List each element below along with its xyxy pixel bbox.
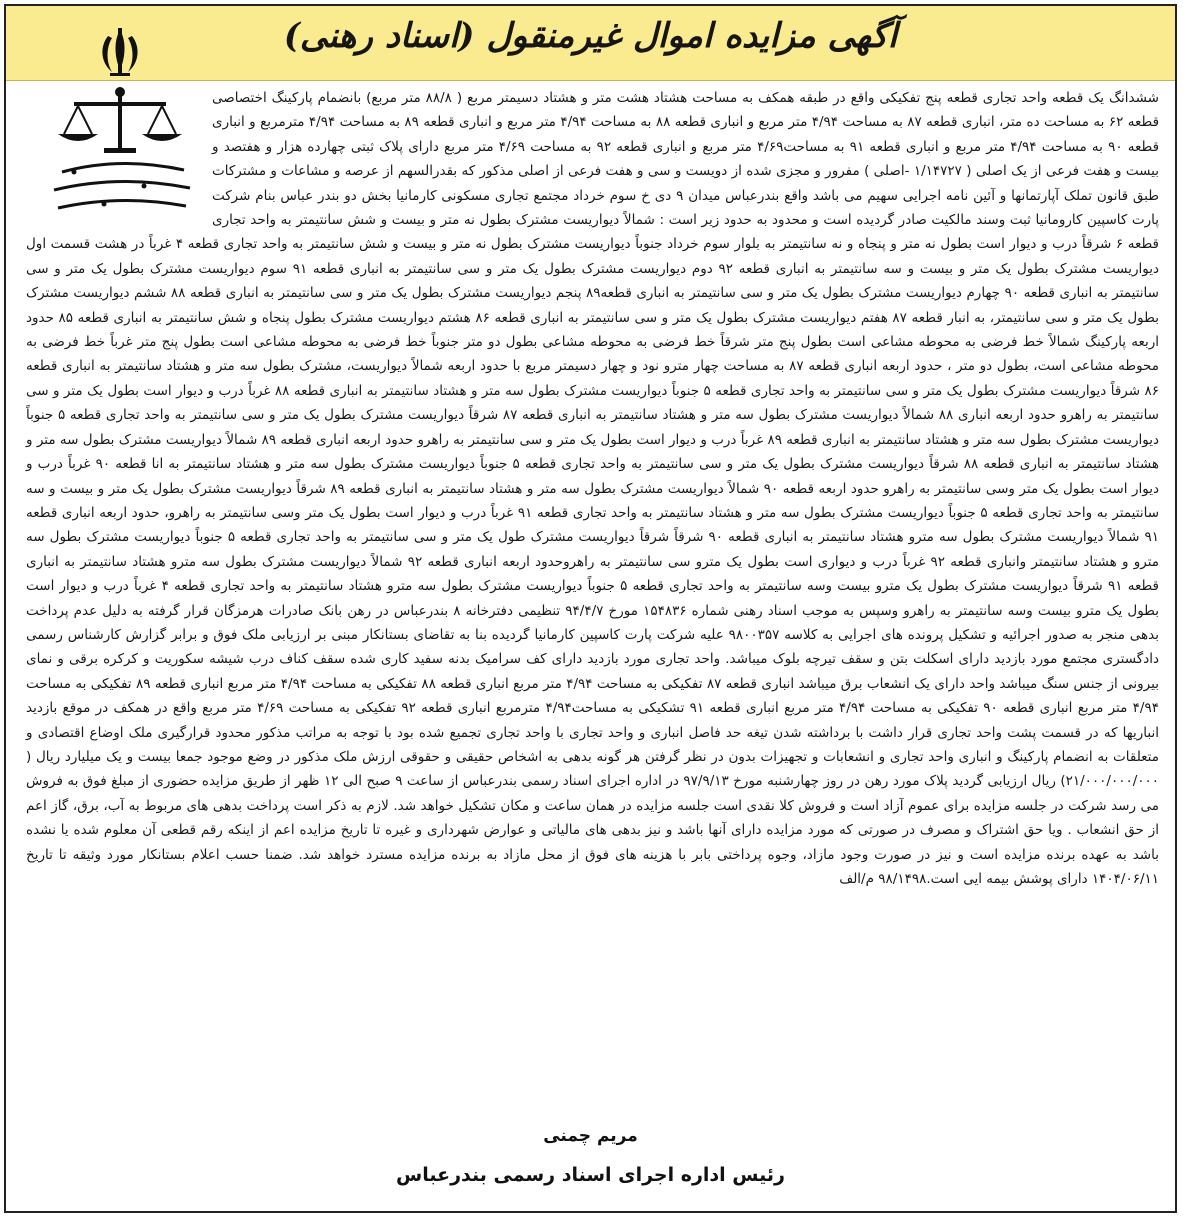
notice-frame (4, 4, 1177, 1213)
notice-title: آگهی مزایده اموال غیرمنقول (اسناد رهنی) (283, 16, 898, 56)
iran-emblem-icon (84, 26, 156, 80)
signatory-title: رئیس اداره اجرای اسناد رسمی بندرعباس (396, 1164, 785, 1186)
notice-body (26, 86, 1159, 891)
seal-spacer (26, 86, 212, 232)
signatory-name: مریم چمنی (543, 1126, 638, 1146)
title-banner (6, 6, 1175, 81)
notice-body-text: ششدانگ یک قطعه واحد تجاری قطعه پنج تفکیکی واقع در طبقه همکف به مساحت هشتاد هشت متر و هشتاد دسیمتر مربع ( ۸۸/۸ متر مربع) بانضمام پارکینگ اختصاصی قطعه ۶۲ به مساحت ده متر، انباری قطعه ۸۷ به مساحت ۴/۹۴ متر مربع و انباری قطعه ۸۸ به مساحت ۴/۹۴ متر مربع و انباری قطعه ۸۹ به مساحت ۴/۹۴ مترمربع و انباری قطعه ۹۰ به مساحت ۴/۹۴ متر مربع و انباری قطعه ۹۱ به مساحت۴/۶۹ متر مربع و انباری قطعه ۹۲ به مساحت ۴/۶۹ متر مربع دارای پلاک ثبتی چهارده هزار و هفتصد و بیست و هفت فرعی از یک اصلی ( ۱/۱۴۷۲۷ -اصلی ) مفرور و مجزی شده از دویست و سی و هفت فرعی از اصلی مذکور که بقدرالسهم از عرصه و مشاعات و مشترکات طبق قانون تملک آپارتمانها و آئین نامه اجرایی سهیم می باشد واقع بندرعباس میدان ۹ دی خ سوم خرداد مجتمع تجاری مسکونی کارمانیا بخش دو بندر عباس بنام شرکت پارت کاسپین کارومانیا ثبت وسند مالکیت صادر گردیده است و محدود به حدود زیر است : شمالاً دیواریست مشترک بطول نه متر و بیست و شش سانتیمتر به واحد تجاری قطعه ۶ شرقاً درب و دیوار است بطول نه متر و پنجاه و نه سانتیمتر به بلوار سوم خرداد جنوباً دیواریست مشترک بطول نه متر و بیست و شش سانتیمتر به واحد تجاری قطعه ۴ غرباً در هشت قسمت اول دیواریست مشترک بطول یک متر و بیست و سه سانتیمتر به انباری قطعه ۹۲ دوم دیواریست مشترک بطول یک متر و سی سانتیمتر به انباری قطعه ۹۱ سوم دیواریست مشترک بطول یک متر و سی سانتیمتر به انباری قطعه ۹۰ چهارم دیواریست مشترک بطول یک متر و سی سانتیمتر به انباری قطعه۸۹ پنجم دیواریست مشترک بطول یک متر و سی سانتیمتر به انباری قطعه ۸۸ ششم دیواریست مشترک بطول یک متر و سی سانتیمتر، به انبار قطعه ۸۷ هفتم دیواریست مشترک بطول یک متر و سی سانتیمتر به انباری قطعه ۸۶ هشتم دیواریست مشترک بطول پنجاه و شش سانتیمتر به انباری قطعه ۸۵ حدود اربعه پارکینگ شمالاً خط فرضی به محوطه مشاعی است بطول پنج متر شرقاً خط فرضی به محوطه مشاعی بطول دو متر جنوباً خط فرضی به محوطه مشاعی است بطول پنج متر غرباً خط فرضی به محوطه مشاعی است، بطول دو متر ، حدود اربعه انباری قطعه ۸۷ به مساحت چهار مترو نود و چهار دسیمتر مربع با حدود اربعه شمالاً دیواریست، مشترک بطول سه متر و هشتاد سانتیمتر به انباری قطعه ۸۶ شرقاً دیواریست مشترک بطول یک متر و سی سانتیمتر به واحد تجاری قطعه ۵ جنوباً دیواریست مشترک بطول سه متر و هشتاد سانتیمتر به انباری قطعه ۸۸ غرباً درب و دیوار است بطول یک متر و سی سانتیمتر به راهرو حدود اربعه انباری ۸۸ شمالاً دیواریست مشترک بطول سه متر و هشتاد سانتیمتر به انباری قطعه ۸۷ شرقاً دیواریست مشترک بطول یک متر و سی سانتیمتر به واحد تجاری قطعه ۵ جنوباً دیواریست مشترک بطول سه متر و هشتاد سانتیمتر به انباری قطعه ۸۹ غرباً درب و دیوار است بطول یک متر و سی سانتیمتر به راهرو حدود اربعه انباری قطعه ۸۹ شمالاً دیواریست مشترک بطول سه متر و هشتاد سانتیمتر به انباری قطعه ۸۸ شرقاً دیواریست مشترک بطول یک متر و سی سانتیمتر به واحد تجاری قطعه ۵ جنوباً دیواریست مشترک بطول سه متر و هشتاد سانتیمتر به انا قطعه ۹۰ غرباً درب و دیوار است بطول یک متر وسی سانتیمتر به راهرو حدود اربعه قطعه ۹۰ شمالاً دیواریست مشترک بطول سه متر و هشتاد سانتیمتر به انباری قطعه ۸۹ شرقاً دیواریست مشترک بطول یک متر و بیست و سه سانتیمتر به واحد تجاری قطعه ۵ جنوباً دیواریست مشترک بطول سه متر و هشتاد سانتیمتر به واحد تجاری قطعه ۹۱ غرباً درب و دیوار است بطول یک متر وسی سانتیمتر به راهرو، حدود اربعه انباری قطعه ۹۱ شمالاً دیواریست مشترک بطول سه مترو هشتاد سانتیمتر به انباری قطعه ۹۰ شرقاً شرقاً دیواریست مشترک طول یک متر و سی سانتیمتر به واحد تجاری قطعه ۵ جنوباً دیواریست مشترک بطول سه مترو و هشتاد سانتیمتر وانباری قطعه ۹۲ غرباً درب و دیواری است بطول یک مترو سی سانتیمتر به راهروحدود اربعه انباری قطعه ۹۲ شمالاً دیواریست مشترک بطول سه مترو هشتاد سانتیمتر به انباری قطعه ۹۱ شرقاً دیواریست مشترک بطول یک مترو بیست وسه سانتیمتر به واحد تجاری قطعه ۵ جنوباً دیواریست مشترک بطول سه مترو هشتاد سانتیمتر به واحد تجاری قطعه ۴ غرباً درب و دیوار است بطول یک مترو بیست وسه سانتیمتر به راهرو وسپس به موجب اسناد رهنی شماره ۱۵۴۸۳۶ مورخ ۹۴/۴/۷ تنظیمی دفترخانه ۸ بندرعباس در رهن بانک صادرات هرمزگان قرار گرفته به دلیل عدم پرداخت بدهی منجر به صدور اجرائیه و تشکیل پرونده های اجرایی به کلاسه ۹۸۰۰۳۵۷ علیه شرکت پارت کاسپین کارمانیا گردیده بنا به تقاضای بستانکار مبنی بر ارزیابی ملک فوق و برابر گزارش کارشناس رسمی دادگستری مجتمع مورد بازدید دارای اسکلت بتن و سقف تیرچه بلوک میباشد. واحد تجاری مورد بازدید دارای کف سرامیک بدنه سفید کاری شده سقف کناف درب شیشه سکوریت و کرکره برقی و نمای بیرونی از جنس سنگ میباشد واحد دارای یک انشعاب برق میباشد انباری قطعه ۸۷ تفکیکی به مساحت ۴/۹۴ متر مربع انباری قطعه ۸۸ تفکیکی به مساحت ۴/۹۴ متر مربع انباری قطعه ۸۹ تفکیکی به مساحت ۴/۹۴ متر مربع انباری قطعه ۹۰ تفکیکی به مساحت ۴/۹۴ متر مربع انباری قطعه ۹۱ تشکیکی به مساحت۴/۹۴ مترمربع انباری قطعه ۹۲ تفکیکی به مساحت ۴/۶۹ متر مربع واقع در همکف در موقع بازدید انباریها که در قسمت پشت واحد تجاری قرار داشت با برداشته شدن تیغه حد فاصل انباری و واحد تجاری با واحد تجاری تجمیع شده بود با توجه به مراتب مذکور محدود قرارگیری ملک اوضاع اقتصادی و متعلقات به انضمام پارکینگ و انباری واحد تجاری و انشعابات و تجهیزات بدون در نظر گرفتن هر گونه بدهی به اشخاص حقیقی و حقوقی ارزش ملک مذکور در وضع موجود جمعا بیست و یک میلیارد ریال ( ۲۱/۰۰۰/۰۰۰/۰۰۰) ریال ارزیابی گردید پلاک مورد رهن در روز چهارشنبه مورخ ۹۷/۹/۱۳ در اداره اجرای اسناد رسمی بندرعباس از ساعت ۹ صبح الی ۱۲ ظهر از طریق مزایده حضوری از مبلغ فوق به فروش می رسد شرکت در جلسه مزایده برای عموم آزاد است و فروش کلا نقدی است جلسه مزایده در همان ساعت و مکان تشکیل خواهد شد. لازم به ذکر است پرداخت بدهی های مربوط به آب، برق، گاز اعم از حق انشعاب . ویا حق اشتراک و مصرف در صورتی که مورد مزایده دارای آنها باشد و نیز بدهی های مالیاتی و عوارض شهرداری و غیره تا تاریخ مزایده اعم از اینکه رقم قطعی آن معلوم شده یا نشده باشد به عهده برنده مزایده است و نیز در صورت وجود مازاد، وجوه پرداختی بابر با هزینه های فوق از محل مازاد به برنده مزایده مسترد خواهد شد. ضمنا حسب اعلام بستانکار مورد وثیقه تا تاریخ ۱۴۰۴/۰۶/۱۱ دارای پوشش بیمه ایی است.۹۸/۱۴۹۸ م/الف (26, 90, 1160, 887)
